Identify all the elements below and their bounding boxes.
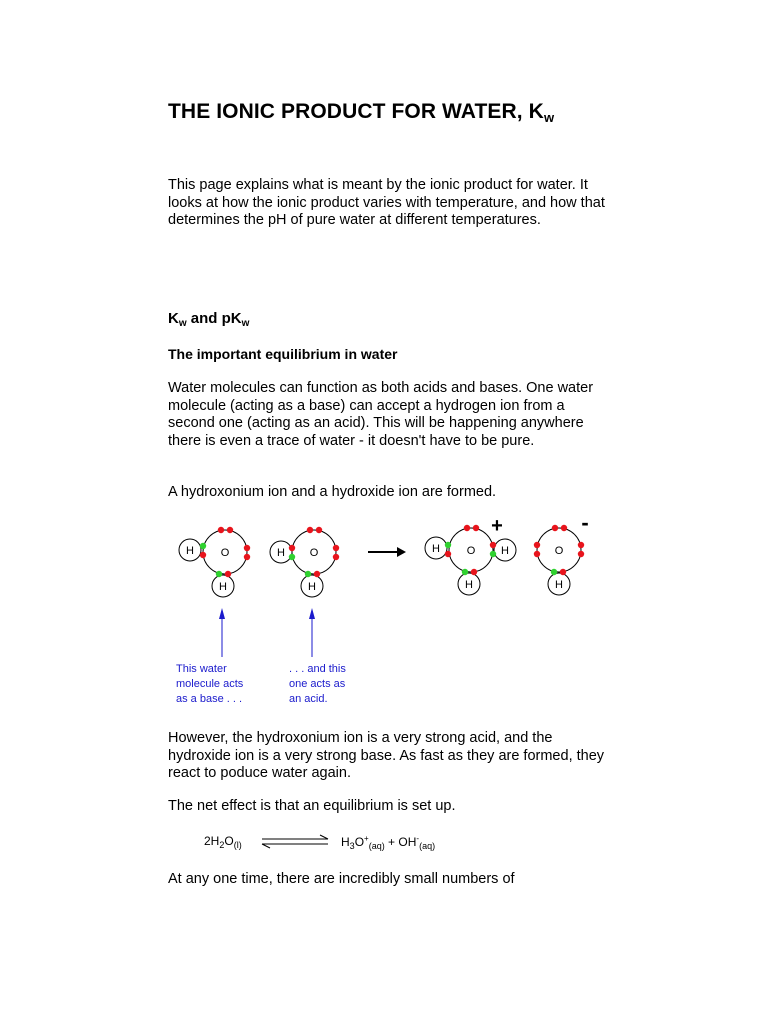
atom-h-1a: H <box>186 545 194 557</box>
page-title-text: THE IONIC PRODUCT FOR WATER, K <box>168 100 544 123</box>
caption-base: This water molecule acts as a base . . . <box>176 663 244 705</box>
atom-o-1: O <box>220 547 230 559</box>
hydroxide-ion <box>534 510 589 595</box>
caption-acid: . . . and this one acts as an acid. <box>289 663 346 705</box>
paragraph-equilibrium: The net effect is that an equilibrium is set up. <box>168 798 456 814</box>
atom-h-4: H <box>555 579 563 591</box>
pointer-arrow-base <box>219 608 225 657</box>
molecules-svg <box>165 510 605 610</box>
equilibrium-arrows <box>260 834 332 850</box>
atom-h-1b: H <box>219 581 227 593</box>
subheading: The important equilibrium in water <box>168 346 398 362</box>
atom-o-3: O <box>466 545 476 557</box>
autoionisation-diagram <box>165 510 605 705</box>
paragraph-small-numbers: At any one time, there are incredibly small numbers of <box>168 871 515 887</box>
hydroxonium-ion <box>425 515 516 595</box>
equation-right: $H_3O^+_{(aq)} + OH^-_{(aq)}$ <box>341 834 436 851</box>
water-molecule-base <box>179 527 250 597</box>
atom-h-3b: H <box>501 545 509 557</box>
positive-charge: + <box>491 515 503 537</box>
pointer-arrows-svg <box>165 605 605 665</box>
negative-charge: - <box>581 510 589 535</box>
paragraph-strong-acid-base: However, the hydroxonium ion is a very strong acid, and the hydroxide ion is a very strong base. As fast as they are formed, they react to poduce water again. <box>168 730 605 781</box>
paragraph-ions-formed: A hydroxonium ion and a hydroxide ion are formed. <box>168 484 497 500</box>
water-molecule-acid <box>270 527 339 597</box>
page-title <box>168 100 554 125</box>
atom-h-3c: H <box>465 579 473 591</box>
atom-o-4: O <box>554 545 564 557</box>
atom-o-2: O <box>309 547 319 559</box>
paragraph-acids-bases: Water molecules can function as both acids and bases. One water molecule (acting as a base) can accept a hydrogen ion from a second one (acting as an acid). This will be happening anywhere there is even a trace of water - it doesn't have to be pure. <box>168 380 594 449</box>
atom-h-2b: H <box>308 581 316 593</box>
equation-left: $2H_2O_{(l)}$ <box>204 834 242 850</box>
section-heading: $K_w$ and $pK_w$ <box>168 310 250 329</box>
atom-h-2a: H <box>277 547 285 559</box>
equilibrium-equation <box>200 832 460 856</box>
pointer-arrow-acid <box>309 608 315 657</box>
page-title-subscript: w <box>543 110 555 125</box>
reaction-arrow <box>368 547 406 557</box>
atom-h-3a: H <box>432 543 440 555</box>
intro-paragraph: This page explains what is meant by the ionic product for water. It looks at how the ionic product varies with temperature, and how that determines the pH of pure water at different temperatures. <box>168 177 605 228</box>
